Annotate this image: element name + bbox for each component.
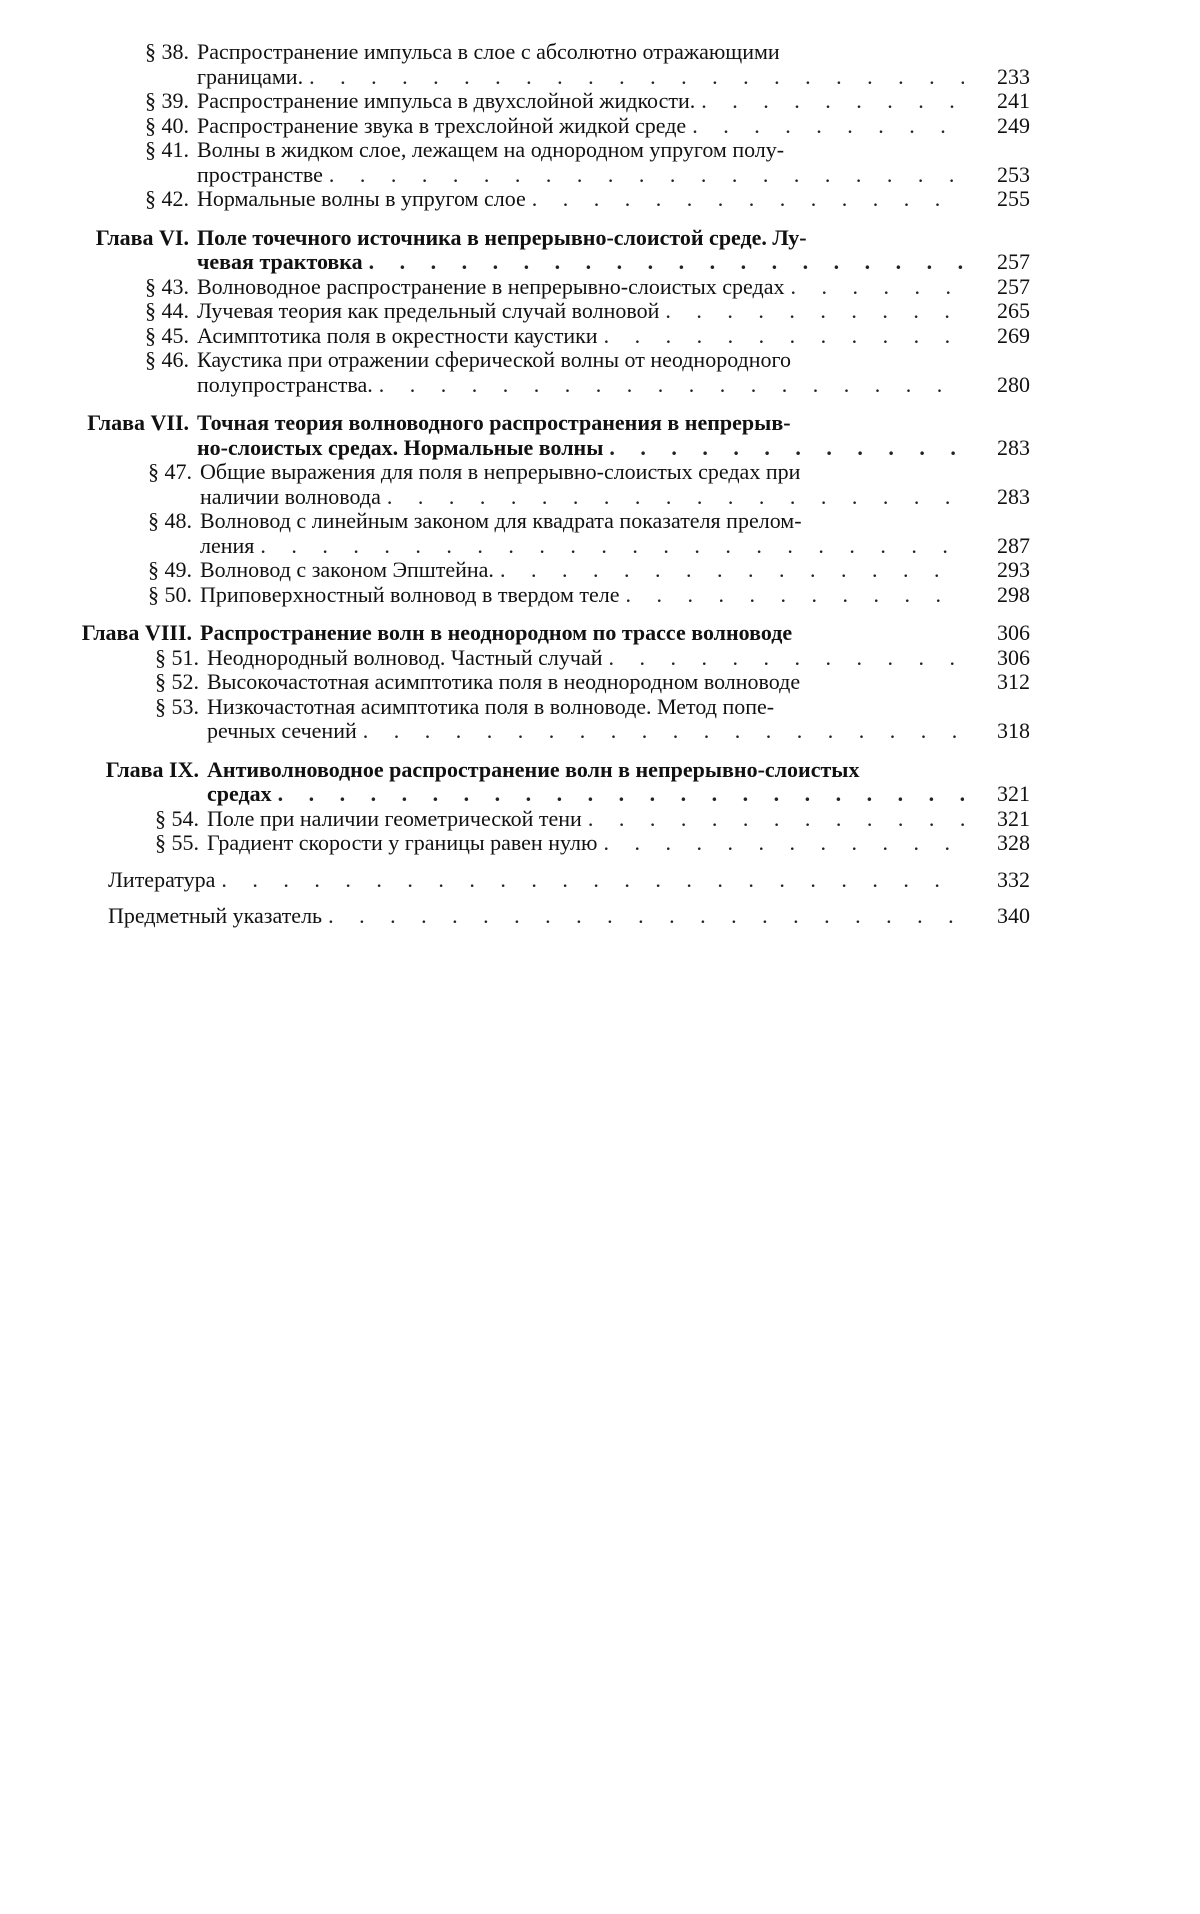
leader-dots — [603, 831, 964, 856]
section-title-line: ления — [200, 532, 255, 558]
section-title-line: Асимптотика поля в окрестности каустики — [197, 322, 598, 348]
section-title-line: Распространение импульса в слое с абсолютно отражающими — [197, 39, 780, 64]
leader-dots — [692, 114, 964, 139]
toc-entry-index[interactable] — [40, 904, 1030, 929]
table-of-contents — [40, 40, 1030, 929]
chapter-title-line: Точная теория волноводного распространения в непрерыв- — [197, 410, 791, 435]
toc-chapter-8[interactable] — [40, 621, 1030, 646]
section-title-line: наличии волновода — [200, 483, 381, 509]
section-title-line: Волновод с законом Эпштейна. — [200, 557, 494, 582]
section-number: § 46. — [145, 347, 189, 372]
page-number: 255 — [997, 186, 1030, 211]
page-number: 257 — [997, 249, 1030, 274]
section-number: § 45. — [145, 322, 189, 348]
section-title-line: Распространение звука в трехслойной жидкой среде — [197, 112, 687, 138]
literature-label: Литература — [108, 866, 216, 892]
leader-dots — [278, 782, 964, 807]
page-number: 306 — [997, 620, 1030, 645]
section-number: § 51. — [155, 644, 199, 670]
toc-entry-s53[interactable] — [40, 695, 1030, 744]
section-number: § 53. — [155, 693, 199, 719]
toc-entry-s44[interactable] — [40, 299, 1030, 324]
section-title-line: Волноводное распространение в непрерывно-слоистых средах — [197, 273, 785, 299]
toc-entry-s46[interactable] — [40, 348, 1030, 397]
toc-chapter-7[interactable] — [40, 411, 1030, 460]
toc-entry-s38[interactable] — [40, 40, 1030, 89]
section-title-line: Общие выражения для поля в непрерывно-слоистых средах при — [200, 459, 801, 484]
section-number: § 52. — [155, 669, 199, 694]
leader-dots — [329, 163, 964, 188]
toc-entry-s41[interactable] — [40, 138, 1030, 187]
page-number: 280 — [997, 371, 1030, 397]
leader-dots — [379, 373, 964, 398]
section-number: § 41. — [145, 137, 189, 162]
section-number: § 47. — [148, 459, 192, 484]
section-title-line: Неоднородный волновод. Частный случай — [207, 644, 603, 670]
chapter-title-line: средах — [207, 781, 272, 806]
section-title-line: речных сечений — [207, 718, 357, 743]
section-title-line: Волны в жидком слое, лежащем на однородном упругом полу- — [197, 137, 785, 162]
section-number: § 49. — [148, 557, 192, 582]
toc-entry-s40[interactable] — [40, 114, 1030, 139]
section-title-line: Каустика при отражении сферической волны от неоднородного — [197, 347, 791, 372]
toc-entry-literature[interactable] — [40, 868, 1030, 893]
section-number: § 50. — [148, 581, 192, 607]
chapter-title-line: Антиволноводное распространение волн в непрерывно-слоистых — [207, 756, 860, 782]
toc-entry-s39[interactable] — [40, 89, 1030, 114]
page-number: 318 — [997, 718, 1030, 743]
section-title-line: Приповерхностный волновод в твердом теле — [200, 581, 620, 607]
leader-dots — [626, 583, 964, 608]
page-number: 306 — [997, 644, 1030, 670]
page-number: 269 — [997, 322, 1030, 348]
leader-dots — [369, 250, 964, 275]
toc-entry-s55[interactable] — [40, 831, 1030, 856]
toc-entry-s50[interactable] — [40, 583, 1030, 608]
subject-index-label: Предметный указатель — [108, 903, 323, 928]
section-number: § 42. — [145, 186, 189, 211]
page-number: 249 — [997, 112, 1030, 138]
leader-dots — [588, 807, 964, 832]
page-number: 241 — [997, 88, 1030, 113]
section-title-line: Поле при наличии геометрической тени — [207, 805, 582, 831]
page-number: 340 — [997, 903, 1030, 928]
chapter-label: Глава VIII. — [81, 620, 192, 645]
leader-dots — [221, 868, 964, 893]
toc-entry-s52[interactable] — [40, 670, 1030, 695]
leader-dots — [790, 275, 964, 300]
toc-chapter-6[interactable] — [40, 226, 1030, 275]
section-number: § 44. — [145, 298, 189, 323]
section-title-line: Распространение импульса в двухслойной жидкости. — [197, 88, 696, 113]
page-number: 253 — [997, 161, 1030, 187]
leader-dots — [309, 65, 964, 90]
section-title-line: Нормальные волны в упругом слое — [197, 186, 526, 211]
toc-entry-s42[interactable] — [40, 187, 1030, 212]
leader-dots — [701, 89, 964, 114]
section-number: § 40. — [145, 112, 189, 138]
section-number: § 54. — [155, 805, 199, 831]
section-title-line: границами. — [197, 63, 304, 89]
toc-entry-s49[interactable] — [40, 558, 1030, 583]
section-title-line: Лучевая теория как предельный случай волновой — [197, 298, 660, 323]
toc-entry-s54[interactable] — [40, 807, 1030, 832]
page-number: 328 — [997, 830, 1030, 855]
chapter-label: Глава IX. — [105, 756, 199, 782]
page-number: 265 — [997, 298, 1030, 323]
leader-dots — [260, 534, 964, 559]
page-number: 332 — [997, 866, 1030, 892]
section-number: § 48. — [148, 508, 192, 533]
section-title-line: Низкочастотная асимптотика поля в волноводе. Метод попе- — [207, 693, 775, 719]
section-title-line: полупространства. — [197, 371, 373, 397]
chapter-label: Глава VII. — [87, 410, 189, 435]
leader-dots — [609, 436, 964, 461]
section-number: § 43. — [145, 273, 189, 299]
leader-dots — [363, 719, 964, 744]
page-number: 283 — [997, 483, 1030, 509]
page-number: 283 — [997, 434, 1030, 460]
leader-dots — [328, 904, 964, 929]
page-number: 298 — [997, 581, 1030, 607]
chapter-title-line: Распространение волн в неоднородном по трассе волноводе — [200, 620, 793, 645]
leader-dots — [532, 187, 964, 212]
section-number: § 39. — [145, 88, 189, 113]
toc-entry-s47[interactable] — [40, 460, 1030, 509]
page-number: 287 — [997, 532, 1030, 558]
page-number: 257 — [997, 273, 1030, 299]
leader-dots — [665, 299, 964, 324]
section-title-line: пространстве — [197, 161, 323, 187]
section-number: § 55. — [155, 830, 199, 855]
section-title-line: Высокочастотная асимптотика поля в неоднородном волноводе — [207, 669, 801, 694]
chapter-title-line: Поле точечного источника в непрерывно-слоистой среде. Лу- — [197, 224, 807, 250]
page-number: 321 — [997, 805, 1030, 831]
page-number: 233 — [997, 63, 1030, 89]
chapter-title-line: чевая трактовка — [197, 249, 363, 274]
section-title-line: Волновод с линейным законом для квадрата показателя прелом- — [200, 508, 802, 533]
toc-entry-s48[interactable] — [40, 509, 1030, 558]
chapter-label: Глава VI. — [95, 224, 189, 250]
page-number: 312 — [997, 669, 1030, 694]
page-number: 321 — [997, 781, 1030, 806]
page-number: 293 — [997, 557, 1030, 582]
leader-dots — [500, 558, 964, 583]
section-title-line: Градиент скорости у границы равен нулю — [207, 830, 598, 855]
leader-dots — [387, 485, 964, 510]
toc-entry-s51[interactable] — [40, 646, 1030, 671]
toc-chapter-9[interactable] — [40, 758, 1030, 807]
leader-dots — [604, 324, 964, 349]
chapter-title-line: но-слоистых средах. Нормальные волны — [197, 434, 604, 460]
section-number: § 38. — [145, 39, 189, 64]
leader-dots — [608, 646, 964, 671]
toc-entry-s43[interactable] — [40, 275, 1030, 300]
toc-entry-s45[interactable] — [40, 324, 1030, 349]
